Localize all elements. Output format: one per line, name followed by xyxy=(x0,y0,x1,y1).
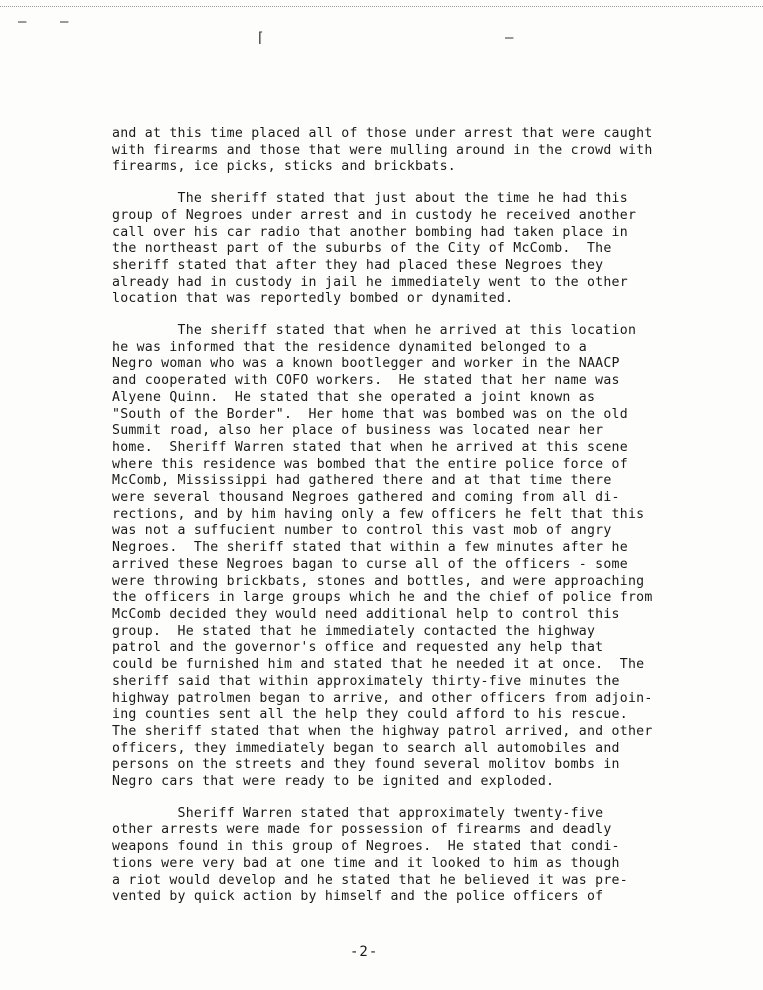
text-line: home. Sheriff Warren stated that when he arrived at this scene xyxy=(112,439,628,455)
text-line: weapons found in this group of Negroes. He stated that condi- xyxy=(112,839,620,855)
text-line: tions were very bad at one time and it looked to him as though xyxy=(112,855,620,871)
text-line: patrol and the governor's office and requested any help that xyxy=(112,640,604,656)
text-line: were throwing brickbats, stones and bottles, and were approaching xyxy=(112,573,645,589)
paragraph xyxy=(112,126,722,176)
text-line: McComb, Mississippi had gathered there and at that time there xyxy=(112,473,612,489)
text-line: was not a suffucient number to control this vast mob of angry xyxy=(112,523,612,539)
text-line: Alyene Quinn. He stated that she operated a joint known as xyxy=(112,389,596,405)
text-line: McComb decided they would need additional help to control this xyxy=(112,606,620,622)
scan-mark-center-right: – xyxy=(505,30,514,46)
document-body xyxy=(112,126,722,921)
text-line: the northeast part of the suburbs of the City of McComb. The xyxy=(112,241,612,257)
text-line: group. He stated that he immediately contacted the highway xyxy=(112,623,596,639)
scan-mark-left: — xyxy=(18,14,27,30)
text-line: The sheriff stated that just about the time he had this xyxy=(112,191,628,207)
scan-mark-center-left: ⌈ xyxy=(256,30,265,46)
text-line: rections, and by him having only a few officers he felt that this xyxy=(112,506,645,522)
text-line: other arrests were made for possession of firearms and deadly xyxy=(112,822,612,838)
paragraph xyxy=(112,191,722,308)
paragraph xyxy=(112,806,722,906)
text-line: officers, they immediately began to search all automobiles and xyxy=(112,740,620,756)
text-line: Sheriff Warren stated that approximately twenty-five xyxy=(112,805,604,821)
text-line: Negro woman who was a known bootlegger and worker in the NAACP xyxy=(112,356,620,372)
text-line: where this residence was bombed that the entire police force of xyxy=(112,456,628,472)
text-line: with firearms and those that were mulling around in the crowd with xyxy=(112,142,653,158)
text-line: already had in custody in jail he immediately went to the other xyxy=(112,274,628,290)
text-line: ing counties sent all the help they could afford to his rescue. xyxy=(112,707,628,723)
text-line: sheriff stated that after they had placed these Negroes they xyxy=(112,257,604,273)
text-line: were several thousand Negroes gathered and coming from all di- xyxy=(112,490,620,506)
text-line: call over his car radio that another bombing had taken place in xyxy=(112,224,628,240)
text-line: highway patrolmen began to arrive, and other officers from adjoin- xyxy=(112,690,653,706)
text-line: Summit road, also her place of business was located near her xyxy=(112,423,604,439)
paragraph xyxy=(112,323,722,791)
text-line: sheriff said that within approximately thirty-five minutes the xyxy=(112,673,620,689)
text-line: firearms, ice picks, sticks and brickbats. xyxy=(112,159,456,175)
text-line: Negroes. The sheriff stated that within a few minutes after he xyxy=(112,540,628,556)
text-line: could be furnished him and stated that he needed it at once. The xyxy=(112,657,645,673)
text-line: location that was reportedly bombed or dynamited. xyxy=(112,291,514,307)
text-line: The sheriff stated that when he arrived at this location xyxy=(112,323,637,339)
text-line: The sheriff stated that when the highway patrol arrived, and other xyxy=(112,723,653,739)
text-line: vented by quick action by himself and the police officers of xyxy=(112,889,604,905)
text-line: and cooperated with COFO workers. He stated that her name was xyxy=(112,373,620,389)
page-number: -2- xyxy=(350,944,379,960)
text-line: "South of the Border". Her home that was bombed was on the old xyxy=(112,406,628,422)
text-line: Negro cars that were ready to be ignited and exploded. xyxy=(112,774,555,790)
text-line: and at this time placed all of those under arrest that were caught xyxy=(112,126,653,141)
top-edge-rule xyxy=(0,0,763,7)
text-line: the officers in large groups which he and the chief of police from xyxy=(112,590,653,606)
text-line: group of Negroes under arrest and in custody he received another xyxy=(112,207,637,223)
text-line: arrived these Negroes bagan to curse all of the officers - some xyxy=(112,556,628,572)
text-line: persons on the streets and they found several molitov bombs in xyxy=(112,757,620,773)
scan-mark-left-2: – xyxy=(60,14,69,30)
text-line: he was informed that the residence dynamited belonged to a xyxy=(112,339,587,355)
text-line: a riot would develop and he stated that he believed it was pre- xyxy=(112,872,628,888)
